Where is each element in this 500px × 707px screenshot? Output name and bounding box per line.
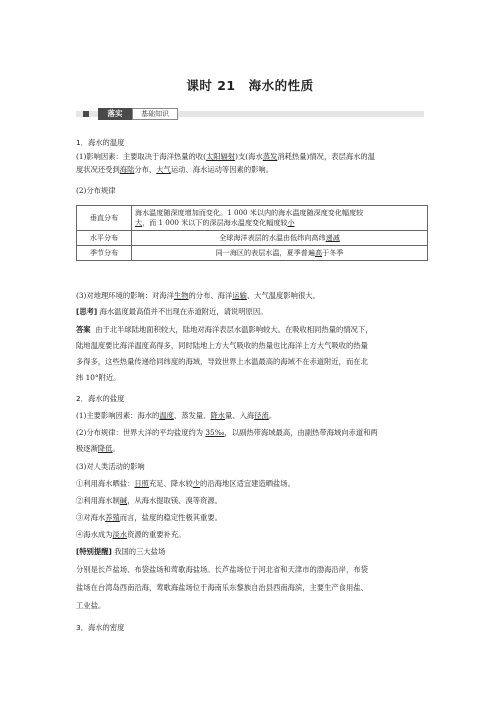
distribution-table (76, 205, 428, 261)
answer-underline: 降水 (210, 411, 225, 420)
text: ，从海水提取镁、溴等资源。 (127, 496, 222, 505)
text: 、蒸发量、 (173, 411, 211, 420)
text: 分布、 (134, 165, 157, 174)
text: ②利用海水制 (76, 496, 120, 505)
answer-underline: 35‰ (205, 428, 225, 437)
answer-underline: 蒸发 (262, 152, 278, 161)
text: 。 (112, 444, 120, 453)
text: 而言，盐度的稳定性极其重要。 (119, 513, 222, 522)
text: ，以副热带海域最高，由副热带海域向赤道和两 (224, 428, 378, 437)
text: 资源的重要补充。 (127, 530, 186, 539)
answer-underline: 生物 (173, 291, 189, 300)
section-heading: 2．海水的盐度 (76, 394, 125, 403)
text: 海水温度最高值并不出现在赤道附近，请说明原因。 (99, 307, 268, 316)
text: 极逐渐 (76, 444, 98, 453)
page-title: 课时 21 海水的性质 (186, 78, 314, 93)
table-row (77, 231, 428, 246)
text: 同一海区的表层水温，夏季普遍 (215, 248, 315, 257)
paragraph-line: (3)对人类活动的影响 (76, 462, 145, 471)
table-row (77, 246, 428, 261)
answer-underline: 淡水 (112, 530, 128, 539)
text: (3)对地理环境的影响：对海洋 (76, 291, 174, 300)
text: (2)分布规律：世界大洋的平均盐度约为 (76, 428, 206, 437)
section-heading: 1．海水的温度 (76, 138, 125, 147)
answer-label: 答案 (76, 325, 91, 334)
answer-underline: 大气 (156, 165, 171, 174)
text: )支(海水 (235, 152, 263, 161)
text: 的分布、海洋 (188, 291, 233, 300)
answer-underline: 小 (287, 218, 295, 227)
tip-label: [特别提醒] (76, 547, 112, 556)
text (135, 218, 424, 228)
paragraph-line (76, 152, 428, 162)
answer-underline: 碱 (119, 496, 128, 505)
paragraph-line (76, 530, 428, 540)
answer-line: 陆地温度要比海洋温度高得多，同时陆地上方大气吸收的热量也比海洋上方大气吸收的热量 (76, 341, 368, 350)
text: 于冬季 (322, 248, 344, 257)
answer-underline: 大 (135, 218, 143, 227)
paragraph-line (76, 411, 428, 421)
paragraph-line (76, 513, 428, 523)
section-heading: 3．海水的密度 (76, 623, 125, 632)
text: 消耗热量)情况，表层海水的温 (277, 152, 376, 161)
think-label: [思考] (76, 307, 98, 316)
text: 运动、海水运动等因素的影响。 (170, 165, 274, 174)
paragraph-line: (2)分布规律 (76, 186, 116, 195)
section-tag-light: 基础知识 (132, 108, 178, 120)
answer-underline: 径流 (254, 411, 269, 420)
table-row (77, 206, 428, 231)
think-question (76, 307, 428, 317)
paragraph-line (76, 479, 428, 489)
answer-underline: 温度 (159, 411, 174, 420)
text: ④海水成为 (76, 530, 113, 539)
text: 全球海洋表层的水温由低纬向高纬 (219, 233, 326, 242)
answer-line: 纬 10°附近。 (76, 373, 121, 382)
paragraph-line (76, 291, 428, 301)
answer-line (76, 325, 428, 335)
text: 我国的三大盐场 (114, 547, 166, 556)
text: 由于北半球陆地面积较大，陆地对海洋表层水温影响较大。在吸收相同热量的情况下， (95, 325, 373, 334)
paragraph-line (76, 444, 428, 454)
tip-line: 工业盐。 (76, 601, 106, 610)
text: (1)主要影响因素：海水的 (76, 411, 160, 420)
tip-line: 盐场在台湾岛西南沿海，莺歌海盐场位于海南乐东黎族自治县西南海滨，主要生产食用盐、 (76, 583, 368, 592)
text: 量、入海 (224, 411, 255, 420)
table-cell-label: 季节分布 (77, 246, 132, 261)
answer-underline: 降低 (97, 444, 113, 453)
answer-underline: 递减 (325, 233, 340, 242)
square-icon (83, 111, 89, 117)
text: ③对海水 (76, 513, 106, 522)
answer-line: 多得多，这些热量传递给同纬度的海域，导致世界上水温最高的海域不在赤道附近，而在北 (76, 357, 368, 366)
answer-underline: 太阳辐射 (205, 152, 236, 161)
text: 海水温度随深度增加而变化。1 000 米以内的海水温度随深度变化幅度较 (135, 208, 364, 217)
table-cell (132, 206, 428, 231)
text: 。 (268, 411, 277, 420)
section-tag-dark: 落实 (98, 108, 132, 120)
text: 、大气温度影响很大。 (246, 291, 320, 300)
text: (1)影响因素：主要取决于海洋热量的收( (76, 152, 206, 161)
paragraph-line (76, 428, 428, 438)
answer-underline: 运输 (232, 291, 247, 300)
answer-underline: 日照 (134, 479, 149, 488)
tip-heading (76, 547, 428, 557)
section-bar (76, 108, 424, 120)
tip-line: 分别是长芦盐场、布袋盐场和莺歌海盐场。长芦盐场位于河北省和天津市的渤海沿岸，布袋 (76, 565, 368, 574)
table-cell-label: 垂直分布 (77, 206, 132, 231)
answer-underline: 少 (192, 479, 201, 488)
table-cell-label: 水平分布 (77, 231, 132, 246)
answer-underline: 海陆 (119, 165, 135, 174)
paragraph-line (76, 165, 428, 175)
text: ，而 1 000 米以下的深层海水温度变化幅度较 (142, 218, 288, 227)
table-cell (132, 246, 428, 261)
text: 充足、降水较 (148, 479, 193, 488)
paragraph-line (76, 496, 428, 506)
text: 的沿海地区适宜建造晒盐场。 (200, 479, 295, 488)
table-cell (132, 231, 428, 246)
text: 度状况还受到 (76, 165, 120, 174)
answer-underline: 养殖 (105, 513, 120, 522)
answer-underline: 高 (314, 248, 323, 257)
text: ①利用海水晒盐： (76, 479, 135, 488)
